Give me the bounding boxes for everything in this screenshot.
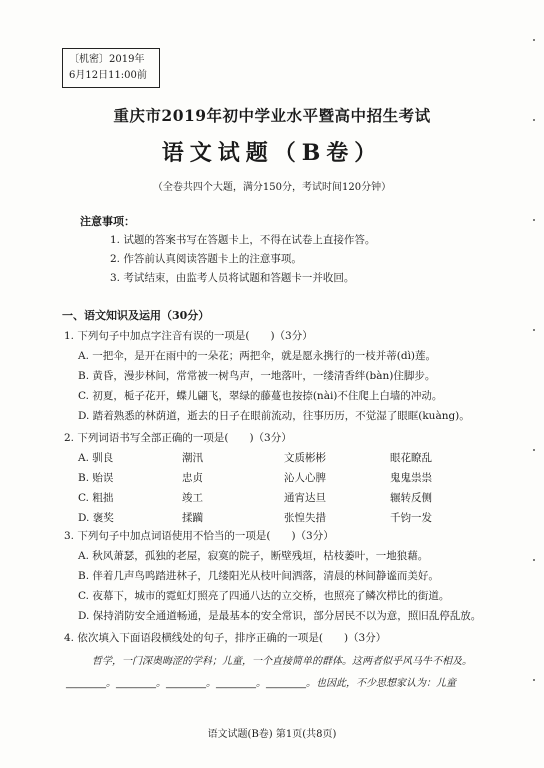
- q2-cell: 文质彬彬: [284, 452, 326, 464]
- stamp-line-1: 〔机密〕2019年: [69, 54, 145, 65]
- scan-edge-marks: [532, 0, 536, 768]
- q2-cell: 沁人心脾: [284, 472, 326, 484]
- question-4-stem: 4. 依次填入下面语段横线处的句子，排序正确的一项是( )（3分）: [64, 632, 387, 644]
- confidential-stamp: [62, 48, 160, 88]
- q2-cell: A. 驯良: [78, 452, 114, 464]
- note-item: 2. 作答前认真阅读答题卡上的注意事项。: [110, 253, 302, 265]
- q2-cell: 辗转反侧: [390, 492, 432, 504]
- q3-option-d: D. 保持消防安全通道畅通，是最基本的安全常识，部分居民不以为意，照旧乱停乱放。: [78, 610, 482, 622]
- stamp-line-2: 6月12日11:00前: [69, 70, 147, 81]
- q3-option-c: C. 夜幕下，城市的霓虹灯照亮了四通八达的立交桥，也照亮了鳞次栉比的街道。: [78, 590, 450, 602]
- page-footer: 语文试题(B卷) 第1页(共8页): [207, 729, 337, 740]
- q2-cell: 鬼鬼祟祟: [390, 472, 432, 484]
- exam-info: （全卷共四个大题，满分150分，考试时间120分钟）: [152, 182, 392, 193]
- q2-cell: 潮汛: [182, 452, 203, 464]
- q1-option-a: A. 一把伞，是开在雨中的一朵花；两把伞，就是愿永携行的一枝并蒂(dì)莲。: [78, 350, 437, 362]
- q2-cell: 揉躏: [182, 512, 203, 524]
- note-item: 3. 考试结束，由监考人员将试题和答题卡一并收回。: [110, 272, 355, 284]
- notes-heading: 注意事项：: [80, 215, 135, 228]
- q1-option-c: C. 初夏，栀子花开，蝶儿翩飞，翠绿的藤蔓也按捺(nài)不住爬上白墙的冲动。: [78, 390, 443, 402]
- question-2-stem: 2. 下列词语书写全部正确的一项是( )（3分）: [64, 432, 292, 444]
- q2-cell: C. 粗拙: [78, 492, 114, 504]
- q2-cell: B. 贻误: [78, 472, 114, 484]
- q3-option-b: B. 伴着几声鸟鸣踏进林子，几缕阳光从枝叶间洒落，清晨的林间静谧而美好。: [78, 570, 439, 582]
- q2-cell: 竣工: [182, 492, 203, 504]
- q4-passage-line-2: ________。________。________。________。________。也因此，不少思想家认为：儿童: [66, 678, 456, 689]
- q2-cell: 忠贞: [182, 472, 203, 484]
- q2-cell: 张惶失措: [284, 512, 326, 524]
- q2-cell: D. 褒奖: [78, 512, 114, 524]
- note-item: 1. 试题的答案书写在答题卡上，不得在试卷上直接作答。: [110, 234, 376, 246]
- q1-option-d: D. 踏着熟悉的林荫道，逝去的日子在眼前流动，往事历历，不觉湿了眼眶(kuàng)。: [78, 410, 470, 422]
- q1-option-b: B. 黄昏，漫步林间，常常被一树鸟声，一地落叶，一缕清香绊(bàn)住脚步。: [78, 370, 436, 382]
- question-1-stem: 1. 下列句子中加点字注音有误的一项是( )（3分）: [64, 330, 313, 342]
- q3-option-a: A. 秋风萧瑟，孤独的老屋，寂寞的院子，断壁残垣，枯枝萎叶，一地狼藉。: [78, 550, 429, 562]
- subject-title: 语文试题（B卷）: [161, 140, 383, 166]
- section-heading: 一、语文知识及运用（30分）: [62, 309, 210, 322]
- q2-cell: 千钧一发: [390, 512, 432, 524]
- q4-passage-line-1: 哲学，一门深奥晦涩的学科；儿童，一个直接简单的群体。这两者似乎风马牛不相及。: [92, 656, 472, 667]
- question-3-stem: 3. 下列句子中加点词语使用不恰当的一项是( )（3分）: [64, 530, 334, 542]
- q2-cell: 眼花瞭乱: [390, 452, 432, 464]
- exam-title: 重庆市2019年初中学业水平暨高中招生考试: [113, 106, 431, 125]
- q2-cell: 通宵达旦: [284, 492, 326, 504]
